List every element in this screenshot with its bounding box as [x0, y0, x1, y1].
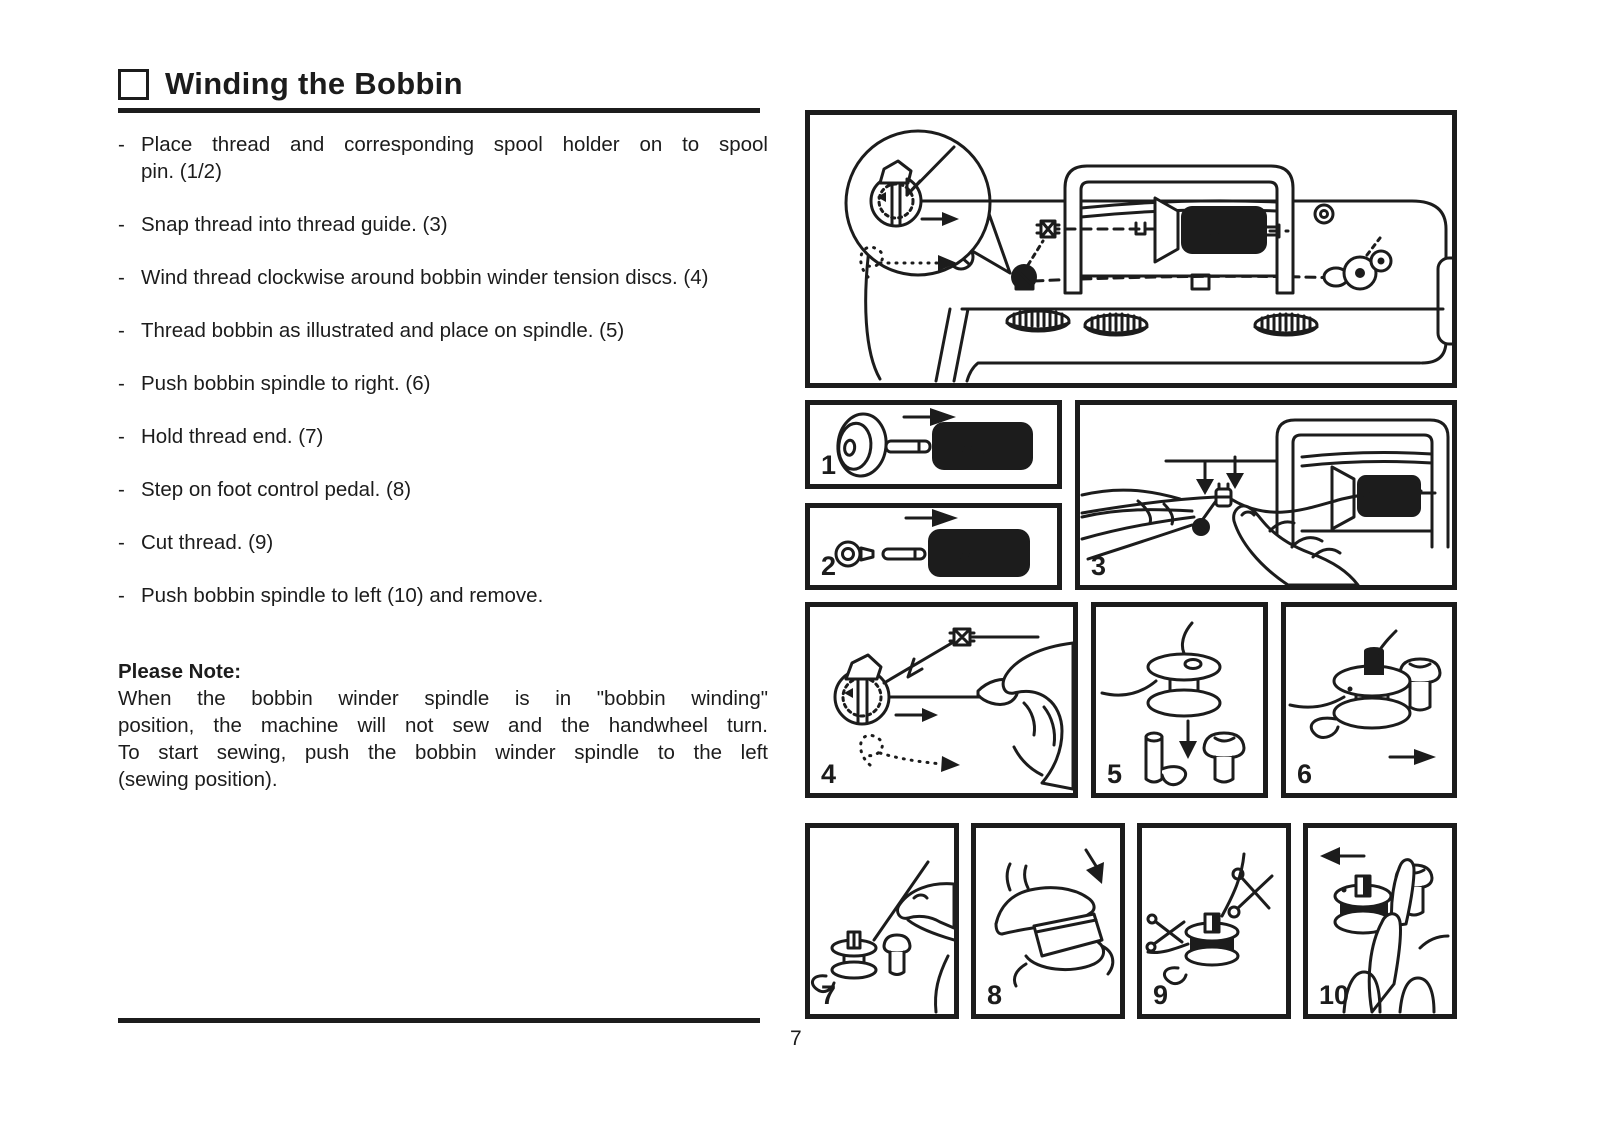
note-line: position, the machine will not sew and the handwheel turn. [118, 714, 768, 737]
list-item: - Wind thread clockwise around bobbin winder tension discs. (4) [118, 266, 709, 289]
spool-holder-large-drawing [810, 405, 1057, 484]
spindle-cap [1204, 733, 1244, 782]
small-spool-holder [836, 542, 860, 566]
thread-line [1102, 681, 1156, 695]
figure-main-machine-top-view [805, 110, 1457, 388]
page-number: 7 [790, 1027, 802, 1050]
thread-spool [1181, 206, 1267, 254]
detail-inset-balloon [846, 131, 1010, 277]
thread-guide-screw [950, 629, 974, 645]
thread-spool [932, 422, 1033, 470]
thread-loop-dotted [861, 735, 883, 765]
step-number: 1 [821, 450, 837, 480]
arrow-down-icon [1086, 850, 1096, 866]
step-number: 7 [821, 980, 837, 1010]
machine-top-view-drawing [810, 115, 1452, 383]
please-note-block [118, 658, 768, 793]
large-spool-holder [835, 412, 889, 479]
spool-holder-small-drawing [810, 508, 1057, 585]
spool-holder-cone [1155, 198, 1178, 262]
step-number: 6 [1297, 759, 1313, 789]
hand-illustration [978, 643, 1073, 789]
figure-step-8 [971, 823, 1125, 1019]
thread-line [1290, 697, 1344, 707]
page-title: Winding the Bobbin [165, 66, 463, 101]
spool-pin [883, 549, 925, 559]
latch-hook [1311, 718, 1338, 737]
foot-control-pedal [1014, 914, 1112, 986]
scissors-icon [1229, 869, 1272, 917]
step-number: 10 [1319, 980, 1350, 1010]
figure-step-2 [805, 503, 1062, 590]
figure-step-4 [805, 602, 1078, 798]
dial-thumbwheel [1085, 314, 1147, 335]
thread-spool [1357, 475, 1421, 517]
thread-guide-post [1216, 484, 1231, 506]
note-line: (sewing position). [118, 768, 278, 791]
bobbin-spindle [1146, 733, 1186, 785]
tension-disc [835, 655, 889, 724]
note-line: When the bobbin winder spindle is in "bobbin winding" [118, 687, 768, 710]
dial-thumbwheel [1255, 314, 1317, 335]
list-item: - Push bobbin spindle to right. (6) [118, 372, 431, 395]
carry-handle-and-spool [1050, 166, 1293, 293]
figure-step-7 [805, 823, 959, 1019]
bobbin [1311, 647, 1410, 737]
figure-step-1 [805, 400, 1062, 489]
list-item: - Push bobbin spindle to left (10) and remove. [118, 584, 544, 607]
figure-step-6 [1281, 602, 1457, 798]
figure-step-10 [1303, 823, 1457, 1019]
bobbin-winder-assembly [1315, 205, 1391, 289]
figure-step-9 [1137, 823, 1291, 1019]
list-item: - Hold thread end. (7) [118, 425, 324, 448]
footer-rule [118, 1018, 760, 1023]
step-number: 5 [1107, 759, 1123, 789]
header-rule [118, 108, 760, 113]
instruction-list [118, 131, 768, 635]
list-item: - Snap thread into thread guide. (3) [118, 213, 448, 236]
step-number: 8 [987, 980, 1003, 1010]
figure-step-3 [1075, 400, 1457, 590]
note-title: Please Note: [118, 660, 242, 683]
scissors-icon [1147, 915, 1184, 951]
snap-thread-into-guide-drawing [1080, 405, 1452, 585]
fingernail [1400, 978, 1434, 1012]
dial-thumbwheel [1007, 310, 1069, 331]
thread-spool [928, 529, 1030, 577]
list-item: - Step on foot control pedal. (8) [118, 478, 412, 501]
section-header [118, 66, 463, 102]
note-line: To start sewing, push the bobbin winder spindle to the left [118, 741, 768, 764]
arrow-right-icon [941, 756, 960, 772]
step-number: 4 [821, 759, 837, 789]
figure-step-5 [1091, 602, 1268, 798]
list-item: - Cut thread. (9) [118, 531, 274, 554]
empty-checkbox-icon [118, 69, 149, 100]
step-number: 9 [1153, 980, 1169, 1010]
list-item: - Thread bobbin as illustrated and place on spindle. (5) [118, 319, 625, 342]
step-number: 3 [1091, 551, 1107, 581]
wind-around-tension-disc-drawing [810, 607, 1073, 793]
step-number: 2 [821, 551, 837, 581]
empty-bobbin [1148, 654, 1220, 716]
spool-pin [886, 441, 930, 452]
list-item: - Place thread and corresponding spool holder on to spool pin. (1/2) [118, 133, 768, 183]
